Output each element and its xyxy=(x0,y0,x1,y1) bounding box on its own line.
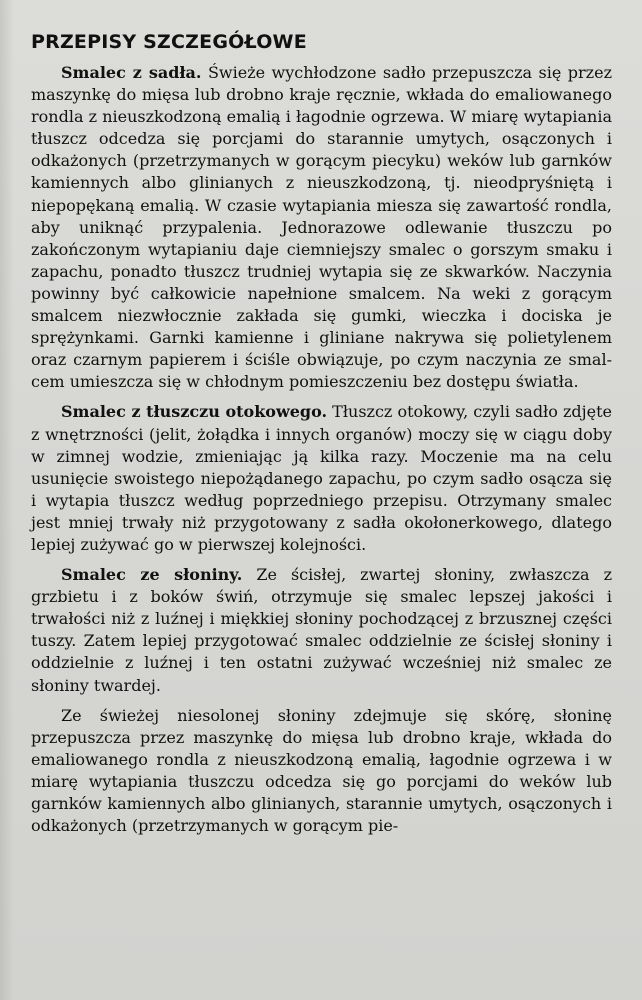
recipe-title: Smalec z tłuszczu otokowego. xyxy=(61,402,328,422)
page-edge-shadow xyxy=(0,0,14,1000)
recipe-text: Tłuszcz otokowy, czyli sadło zdjęte z wnętrzności (jelit, żołądka i innych organów) moczy się w ciągu doby w zimnej wodzie, zmieniając ją kilka razy. Moczenie ma na celu usunięcie swoistego niepożądanego zapachu, po czym sadło osącza się i wytapia tłuszcz według poprzedniego przepisu. Otrzymany smalec jest mniej trwały niż przygotowany z sadła okołonerkowego, dlatego lepiej zużywać go w pierwszej kolejności. xyxy=(31,402,612,554)
recipe-text: Ze świeżej niesolonej słoniny zdejmuje się skórę, słoninę przepuszcza przez maszynkę do mięsa lub drobno kraje, wkłada do emaliowanego rondla z nieuszkodzoną emalią, łagodnie ogrzewa i w miarę wytapiania tłuszczu odcedza się go porcjami do weków lub garnków kamiennych albo glinianych, starannie umytych, osączonych i odkażonych (przetrzymanych w gorącym pie- xyxy=(31,705,612,836)
recipe-title: Smalec z sadła. xyxy=(61,63,202,82)
recipe-paragraph xyxy=(31,62,612,393)
recipe-paragraph xyxy=(31,564,612,697)
recipe-paragraph xyxy=(31,401,612,556)
page-heading: PRZEPISY SZCZEGÓŁOWE xyxy=(31,31,307,53)
recipe-text: Ze ścisłej, zwartej słoniny, zwłaszcza z grzbietu i z boków świń, otrzymuje się smalec lepszej jakości i trwałości niż z luźnej i miękkiej słoniny pochodzącej z brzusznej części tuszy. Zatem lepiej przygotować smalec oddzielnie ze ścisłej słoniny i oddzielnie z luźnej i ten ostatni zużywać wcześniej niż smalec ze słoniny twardej. xyxy=(31,565,612,695)
recipe-title: Smalec ze słoniny. xyxy=(61,565,243,585)
recipe-paragraph xyxy=(31,705,612,838)
recipe-text: Świeże wychłodzone sadło przepuszcza się przez maszynkę do mięsa lub drobno kraje ręcznie, wkłada do emaliowanego rondla z nieuszkodzoną emalią i łagodnie ogrzewa. W miarę wytapiania tłuszcz odcedza się porcjami do starannie umytych, osączonych i odkażonych (przetrzymanych w gorącym piecyku) weków lub garnków kamiennych albo glinianych z nieuszkodzoną, tj. nieodpryśniętą i niepopękaną emalią. W czasie wytapiania miesza się zawartość rondla, aby uniknąć przypalenia. Jednorazowe odlewanie tłuszczu po zakończonym wytapianiu daje ciemniejszy smalec o gorszym smaku i zapachu, ponadto tłuszcz trudniej wytapia się ze skwarków. Naczynia powinny być całkowicie napełnione smalcem. Na weki z gorącym smalcem niezwłocznie zakłada się gumki, wieczka i dociska je sprężynkami. Garnki kamienne i gliniane nakrywa się polietylenem oraz czarnym papierem i ściśle obwiązuje, po czym naczynia ze smalcem umieszcza się w chłodnym pomieszczeniu bez dostępu światła. xyxy=(31,63,613,392)
